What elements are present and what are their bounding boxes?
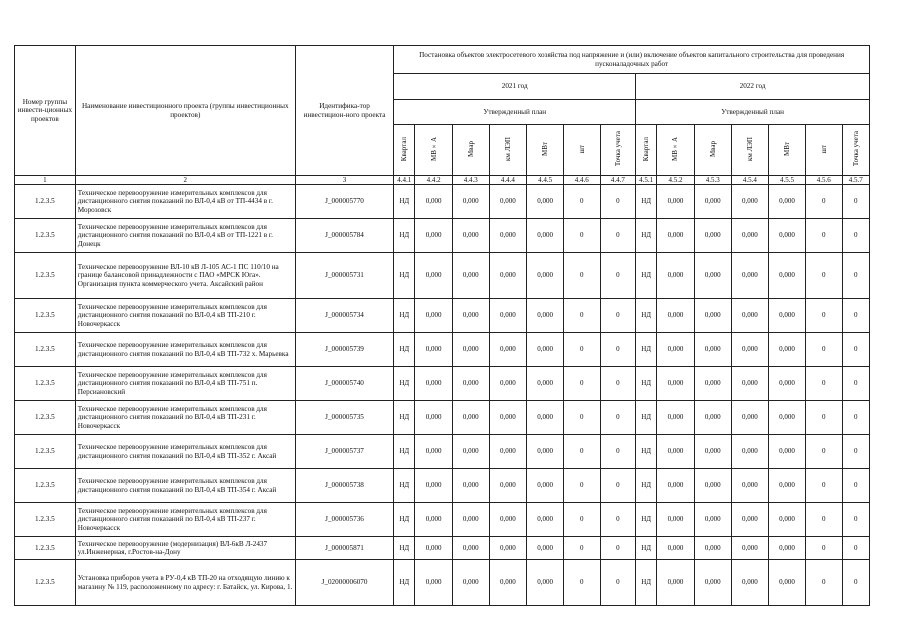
table-row [15,560,870,606]
cell-value-2021: 0,000 [527,435,564,469]
header-unit-2021-6 [563,125,600,176]
header-unit-2022-1 [636,125,657,176]
cell-value-2022: 0,000 [731,537,769,560]
cell-value-2021: 0 [600,185,636,219]
cell-value-2021: 0 [600,435,636,469]
cell-value-2021: 0,000 [415,219,453,253]
cell-value-2022: 0,000 [731,367,769,401]
unit-label: Точка учета [613,131,622,167]
cell-group-number: 1.2.3.5 [15,333,76,367]
cell-value-2021: 0 [563,401,600,435]
header-year-2022: 2022 год [636,74,870,100]
cell-project-id: J_000005731 [295,253,393,299]
cell-value-2021: 0,000 [489,333,527,367]
cell-value-2022: 0,000 [731,253,769,299]
cell-value-2021: 0,000 [452,219,489,253]
cell-value-2021: 0,000 [489,503,527,537]
unit-label: Мвар [708,140,717,157]
cell-value-2022: 0,000 [694,299,731,333]
cell-value-2021: 0,000 [489,253,527,299]
cell-value-2022: 0,000 [769,469,806,503]
cell-value-2022: 0,000 [657,401,695,435]
header-project-id: Идентифика-тор инвестицион-ного проекта [295,46,393,176]
cell-value-2021: 0,000 [489,367,527,401]
cell-value-2022: 0,000 [769,333,806,367]
cell-value-2022: 0,000 [694,560,731,606]
cell-value-2021: 0,000 [415,333,453,367]
cell-group-number: 1.2.3.5 [15,469,76,503]
unit-label: Квартал [642,136,651,161]
column-index: 2 [75,176,295,185]
cell-value-2022: 0,000 [657,185,695,219]
cell-value-2022: 0,000 [769,367,806,401]
table-row [15,503,870,537]
cell-value-2022: 0 [842,219,869,253]
cell-value-2022: 0,000 [731,401,769,435]
cell-value-2022: 0 [842,299,869,333]
cell-value-2022: 0,000 [769,401,806,435]
cell-value-2021: 0,000 [489,560,527,606]
cell-value-2021: 0 [563,219,600,253]
cell-value-2022: 0,000 [657,469,695,503]
cell-project-name: Техническое перевооружение измерительных комплексов для дистанционного снятия показаний по ВЛ-0,4 кВ ТП-732 х. Марьевка [75,333,295,367]
header-unit-2021-2 [415,125,453,176]
cell-value-2022: НД [636,503,657,537]
cell-value-2022: 0,000 [657,537,695,560]
cell-value-2021: 0,000 [527,537,564,560]
cell-group-number: 1.2.3.5 [15,503,76,537]
cell-project-id: J_000005770 [295,185,393,219]
cell-value-2021: 0,000 [452,401,489,435]
cell-project-id: J_000005740 [295,367,393,401]
cell-value-2021: 0,000 [489,435,527,469]
column-index: 4.5.7 [842,176,869,185]
cell-project-id: J_000005784 [295,219,393,253]
cell-value-2022: 0,000 [694,185,731,219]
cell-value-2021: 0,000 [527,503,564,537]
column-index: 4.5.6 [805,176,842,185]
cell-project-name: Техническое перевооружение измерительных комплексов для дистанционного снятия показаний по ВЛ-0,4 кВ ТП-231 г. Новочеркасск [75,401,295,435]
cell-value-2022: 0 [842,560,869,606]
cell-value-2021: НД [394,219,415,253]
cell-value-2022: 0,000 [694,333,731,367]
cell-project-id: J_000005871 [295,537,393,560]
cell-value-2021: 0,000 [452,367,489,401]
cell-value-2021: 0 [563,503,600,537]
unit-label: МВт [541,141,550,156]
cell-value-2022: 0 [842,333,869,367]
column-index: 4.5.4 [731,176,769,185]
cell-value-2021: 0,000 [452,435,489,469]
cell-value-2022: НД [636,299,657,333]
cell-group-number: 1.2.3.5 [15,185,76,219]
cell-value-2021: 0,000 [452,503,489,537]
cell-project-id: J_000005739 [295,333,393,367]
cell-value-2022: 0 [805,367,842,401]
cell-value-2022: 0,000 [657,253,695,299]
cell-value-2021: 0,000 [527,253,564,299]
cell-value-2021: 0,000 [489,299,527,333]
column-index: 4.4.3 [452,176,489,185]
table-row [15,435,870,469]
cell-value-2022: 0 [805,537,842,560]
cell-value-2022: 0,000 [769,435,806,469]
cell-value-2021: 0 [563,367,600,401]
cell-value-2022: 0 [805,333,842,367]
header-unit-2021-5 [527,125,564,176]
unit-label: МВ×А [671,136,680,161]
cell-value-2021: НД [394,537,415,560]
header-unit-2021-3 [452,125,489,176]
cell-value-2022: 0,000 [694,435,731,469]
cell-value-2022: 0,000 [694,503,731,537]
cell-group-number: 1.2.3.5 [15,435,76,469]
cell-value-2021: 0,000 [415,435,453,469]
header-unit-2022-3 [694,125,731,176]
column-index: 1 [15,176,76,185]
cell-value-2021: 0,000 [527,469,564,503]
cell-value-2021: НД [394,401,415,435]
header-unit-2022-6 [805,125,842,176]
cell-value-2021: 0 [563,333,600,367]
cell-value-2021: 0,000 [489,537,527,560]
cell-value-2022: НД [636,401,657,435]
header-unit-2021-4 [489,125,527,176]
cell-value-2021: НД [394,367,415,401]
header-plan-2021: Утвержденный план [394,100,636,125]
cell-value-2022: 0,000 [657,435,695,469]
table-row [15,537,870,560]
cell-project-id: J_000005736 [295,503,393,537]
investment-table [14,45,870,606]
cell-value-2022: 0,000 [657,219,695,253]
table-row [15,219,870,253]
column-index: 4.5.1 [636,176,657,185]
cell-value-2021: 0,000 [489,401,527,435]
cell-value-2022: НД [636,537,657,560]
cell-value-2022: 0,000 [694,537,731,560]
cell-value-2021: 0 [563,537,600,560]
cell-value-2021: 0 [600,367,636,401]
header-group-number: Номер группы инвести-ционных проектов [15,46,76,176]
cell-value-2022: 0,000 [657,503,695,537]
cell-project-id: J_000005734 [295,299,393,333]
cell-value-2021: 0,000 [415,469,453,503]
cell-value-2022: 0,000 [694,469,731,503]
cell-value-2021: 0,000 [415,253,453,299]
column-index: 4.5.3 [694,176,731,185]
cell-project-name: Техническое перевооружение измерительных комплексов для дистанционного снятия показаний по ВЛ-0,4 кВ ТП-352 г. Аксай [75,435,295,469]
column-index: 3 [295,176,393,185]
table-row [15,333,870,367]
cell-value-2021: 0 [600,253,636,299]
cell-value-2022: 0,000 [769,503,806,537]
unit-label: шт [819,144,828,154]
cell-value-2021: НД [394,469,415,503]
table-row [15,469,870,503]
cell-value-2022: 0,000 [657,333,695,367]
cell-value-2022: 0,000 [657,367,695,401]
header-unit-2022-5 [769,125,806,176]
cell-value-2022: 0,000 [731,185,769,219]
cell-project-name: Техническое перевооружение измерительных комплексов для дистанционного снятия показаний по ВЛ-0,4 кВ ТП-237 г. Новочеркасск [75,503,295,537]
cell-value-2022: 0 [805,185,842,219]
cell-value-2021: 0 [600,333,636,367]
cell-value-2022: 0 [805,469,842,503]
cell-value-2022: 0,000 [731,219,769,253]
header-unit-2022-7 [842,125,869,176]
unit-label: Мвар [466,140,475,157]
cell-value-2021: 0 [563,253,600,299]
cell-value-2022: 0 [842,185,869,219]
cell-value-2021: 0,000 [415,503,453,537]
cell-value-2021: 0 [600,299,636,333]
column-index: 4.4.7 [600,176,636,185]
cell-value-2021: 0 [600,401,636,435]
cell-value-2022: 0,000 [769,219,806,253]
cell-value-2021: 0,000 [527,333,564,367]
cell-value-2022: 0,000 [769,299,806,333]
cell-project-name: Техническое перевооружение измерительных комплексов для дистанционного снятия показаний по ВЛ-0,4 кВ ТП-210 г. Новочеркасск [75,299,295,333]
cell-value-2021: НД [394,299,415,333]
cell-value-2022: 0 [805,299,842,333]
cell-value-2021: 0 [600,219,636,253]
cell-value-2022: 0,000 [731,503,769,537]
cell-value-2021: НД [394,253,415,299]
cell-value-2021: 0,000 [415,185,453,219]
cell-value-2022: НД [636,253,657,299]
cell-group-number: 1.2.3.5 [15,367,76,401]
cell-project-name: Техническое перевооружение измерительных комплексов для дистанционного снятия показаний по ВЛ-0,4 кВ от ТП-4434 в г. Морозовск [75,185,295,219]
cell-value-2022: 0 [842,401,869,435]
cell-value-2021: 0,000 [527,367,564,401]
cell-value-2022: 0,000 [657,560,695,606]
cell-value-2021: 0 [600,503,636,537]
column-index: 4.5.5 [769,176,806,185]
cell-project-name: Техническое перевооружение измерительных комплексов для дистанционного снятия показаний по ВЛ-0,4 кВ от ТП-1221 в г. Донецк [75,219,295,253]
cell-value-2021: 0,000 [527,219,564,253]
column-index: 4.4.1 [394,176,415,185]
header-project-name: Наименование инвестиционного проекта (группы инвестиционных проектов) [75,46,295,176]
cell-value-2021: 0,000 [452,333,489,367]
cell-value-2021: 0,000 [489,469,527,503]
table-row [15,367,870,401]
unit-label: Квартал [400,136,409,161]
cell-value-2022: НД [636,469,657,503]
cell-value-2021: 0,000 [527,401,564,435]
cell-value-2021: 0 [563,435,600,469]
cell-value-2022: НД [636,219,657,253]
cell-value-2021: 0 [563,560,600,606]
cell-value-2022: 0 [842,503,869,537]
cell-value-2022: 0,000 [657,299,695,333]
cell-value-2022: 0,000 [694,401,731,435]
cell-value-2021: НД [394,185,415,219]
unit-label: км ЛЭП [503,136,512,161]
cell-value-2021: 0,000 [527,560,564,606]
cell-value-2021: 0 [563,469,600,503]
cell-value-2021: 0,000 [489,185,527,219]
cell-value-2021: 0,000 [527,299,564,333]
cell-value-2022: НД [636,333,657,367]
header-unit-2022-2 [657,125,695,176]
cell-value-2022: 0 [805,253,842,299]
unit-label: МВт [783,141,792,156]
cell-project-id: J_000005737 [295,435,393,469]
cell-project-name: Установка приборов учета в РУ-0,4 кВ ТП-20 на отходящую линию к магазину № 119, расположенному по адресу: г. Батайск, ул. Кирова, 1. [75,560,295,606]
cell-value-2021: НД [394,435,415,469]
cell-value-2022: 0 [805,503,842,537]
cell-value-2021: 0,000 [415,560,453,606]
unit-label: Точка учета [851,131,860,167]
cell-value-2022: 0 [805,560,842,606]
cell-value-2022: 0 [805,435,842,469]
table-row [15,253,870,299]
cell-value-2021: 0 [563,299,600,333]
cell-value-2021: 0,000 [452,560,489,606]
header-unit-2022-4 [731,125,769,176]
cell-project-id: J_000005735 [295,401,393,435]
cell-value-2021: 0,000 [415,537,453,560]
cell-value-2021: 0,000 [415,367,453,401]
cell-value-2022: 0,000 [731,299,769,333]
cell-value-2021: 0,000 [452,299,489,333]
cell-value-2022: 0,000 [769,560,806,606]
cell-value-2021: 0 [600,537,636,560]
cell-value-2021: НД [394,333,415,367]
column-index: 4.4.5 [527,176,564,185]
cell-group-number: 1.2.3.5 [15,299,76,333]
cell-project-id: J_000005738 [295,469,393,503]
column-index: 4.4.2 [415,176,453,185]
cell-value-2022: 0,000 [731,333,769,367]
cell-value-2022: НД [636,367,657,401]
cell-value-2022: 0,000 [694,253,731,299]
cell-value-2021: 0,000 [415,299,453,333]
cell-project-name: Техническое перевооружение ВЛ-10 кВ Л-105 АС-1 ПС 110/10 на границе балансовой принадлежности с ПАО «МРСК Юга». Организация пункта коммерческого учета. Аксайский район [75,253,295,299]
cell-value-2022: 0,000 [694,219,731,253]
cell-value-2022: 0,000 [694,367,731,401]
cell-value-2022: 0 [805,219,842,253]
cell-value-2022: 0,000 [769,185,806,219]
cell-value-2022: 0,000 [731,560,769,606]
header-plan-2022: Утвержденный план [636,100,870,125]
cell-value-2021: 0,000 [452,537,489,560]
header-unit-2021-7 [600,125,636,176]
cell-value-2021: 0,000 [452,253,489,299]
unit-label: МВ×А [429,136,438,161]
cell-project-id: J_02000006070 [295,560,393,606]
table-row [15,185,870,219]
cell-value-2022: 0,000 [769,537,806,560]
column-index: 4.4.4 [489,176,527,185]
cell-value-2022: 0 [842,537,869,560]
cell-value-2021: 0,000 [415,401,453,435]
cell-project-name: Техническое перевооружение измерительных комплексов для дистанционного снятия показаний по ВЛ-0,4 кВ ТП-751 п. Персиановский [75,367,295,401]
header-setting: Постановка объектов электросетевого хозяйства под напряжение и (или) включение объектов капитального строительства для проведения пусконаладочных работ [394,46,870,74]
cell-value-2021: НД [394,503,415,537]
cell-value-2022: 0 [842,367,869,401]
cell-value-2021: 0,000 [527,185,564,219]
column-index: 4.4.6 [563,176,600,185]
cell-value-2022: 0 [842,469,869,503]
cell-value-2021: НД [394,560,415,606]
cell-value-2021: 0,000 [452,469,489,503]
cell-group-number: 1.2.3.5 [15,401,76,435]
cell-value-2021: 0 [563,185,600,219]
cell-value-2021: 0 [600,469,636,503]
cell-value-2022: 0 [842,253,869,299]
cell-value-2021: 0 [600,560,636,606]
table-row [15,401,870,435]
cell-value-2022: 0 [842,435,869,469]
header-year-2021: 2021 год [394,74,636,100]
cell-group-number: 1.2.3.5 [15,537,76,560]
unit-label: км ЛЭП [745,136,754,161]
cell-project-name: Техническое перевооружение (модернизация) ВЛ-6кВ Л-2437 ул.Инженерная, г.Ростов-на-Дону [75,537,295,560]
cell-value-2022: НД [636,560,657,606]
cell-value-2021: 0,000 [452,185,489,219]
table-row [15,299,870,333]
cell-value-2022: 0,000 [731,469,769,503]
cell-group-number: 1.2.3.5 [15,560,76,606]
header-unit-2021-1 [394,125,415,176]
cell-value-2022: 0 [805,401,842,435]
cell-value-2022: 0,000 [769,253,806,299]
cell-project-name: Техническое перевооружение измерительных комплексов для дистанционного снятия показаний по ВЛ-0,4 кВ ТП-354 г. Аксай [75,469,295,503]
cell-value-2022: НД [636,185,657,219]
cell-value-2021: 0,000 [489,219,527,253]
column-index: 4.5.2 [657,176,695,185]
cell-group-number: 1.2.3.5 [15,219,76,253]
unit-label: шт [577,144,586,154]
cell-group-number: 1.2.3.5 [15,253,76,299]
cell-value-2022: НД [636,435,657,469]
cell-value-2022: 0,000 [731,435,769,469]
